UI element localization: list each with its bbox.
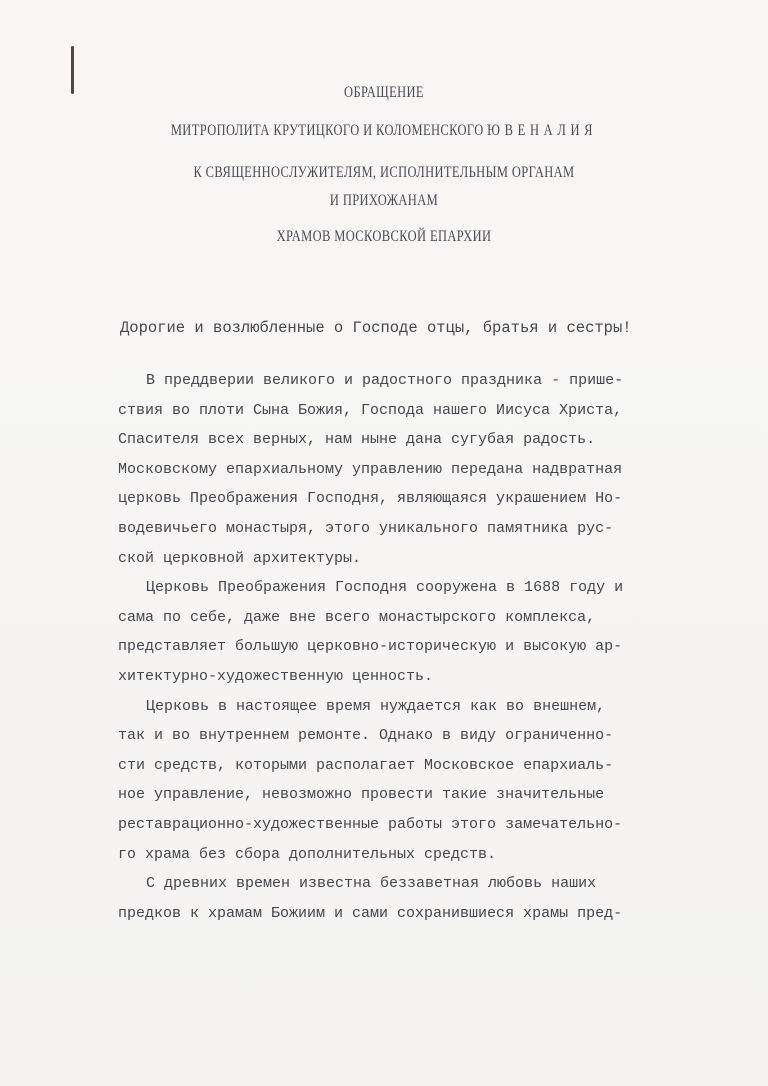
text-line: сама по себе, даже вне всего монастырского комплекса, [118,608,596,626]
heading-addressees: К СВЯЩЕННОСЛУЖИТЕЛЯМ, ИСПОЛНИТЕЛЬНЫМ ОРГАНАМ [193,164,575,181]
heading-diocese: ХРАМОВ МОСКОВСКОЙ ЕПАРХИИ [276,228,492,245]
heading-author-name: ЮВЕНАЛИЯ [487,122,598,139]
text-line: предков к храмам Божиим и сами сохранившиеся храмы пред- [118,904,623,922]
heading-author-line [84,122,683,140]
text-line: церковь Преображения Господня, являющаяся украшением Но- [118,490,623,508]
text-line: водевичьего монастыря, этого уникального памятника рус- [118,519,614,537]
text-line: Спасителя всех верных, нам ныне дана сугубая радость. [118,431,596,449]
heading-author-prefix: МИТРОПОЛИТА КРУТИЦКОГО И КОЛОМЕНСКОГО [170,122,484,139]
salutation: Дорогие и возлюбленные о Господе отцы, братья и сестры! [120,319,632,337]
heading-title: ОБРАЩЕНИЕ [344,84,424,101]
text-line: Церковь в настоящее время нуждается как во внешнем, [146,697,606,715]
text-line: Московскому епархиальному управлению передана надвратная [118,460,623,478]
text-line: реставрационно-художественные работы этого замечательно- [118,815,623,833]
text-line: хитектурно-художественную ценность. [118,667,434,685]
text-line: так и во внутреннем ремонте. Однако в виду ограниченно- [118,727,614,745]
text-line: ской церковной архитектуры. [118,549,362,567]
text-line: го храма без сбора дополнительных средств. [118,845,497,863]
ink-mark [71,46,74,94]
text-line: Церковь Преображения Господня сооружена в 1688 году и [146,579,624,597]
text-line: В преддверии великого и радостного праздника - прише- [146,372,624,389]
text-line: ствия во плоти Сына Божия, Господа нашего Иисуса Христа, [118,401,623,419]
text-line: сти средств, которыми располагает Московское епархиаль- [118,756,614,774]
text-line: представляет большую церковно-историческую и высокую ар- [118,638,623,656]
text-line: С древних времен известна беззаветная любовь наших [146,875,597,893]
text-line: ное управление, невозможно провести такие значительные [118,786,605,804]
heading-addressees-cont: И ПРИХОЖАНАМ [329,192,439,209]
body-text [118,366,658,928]
